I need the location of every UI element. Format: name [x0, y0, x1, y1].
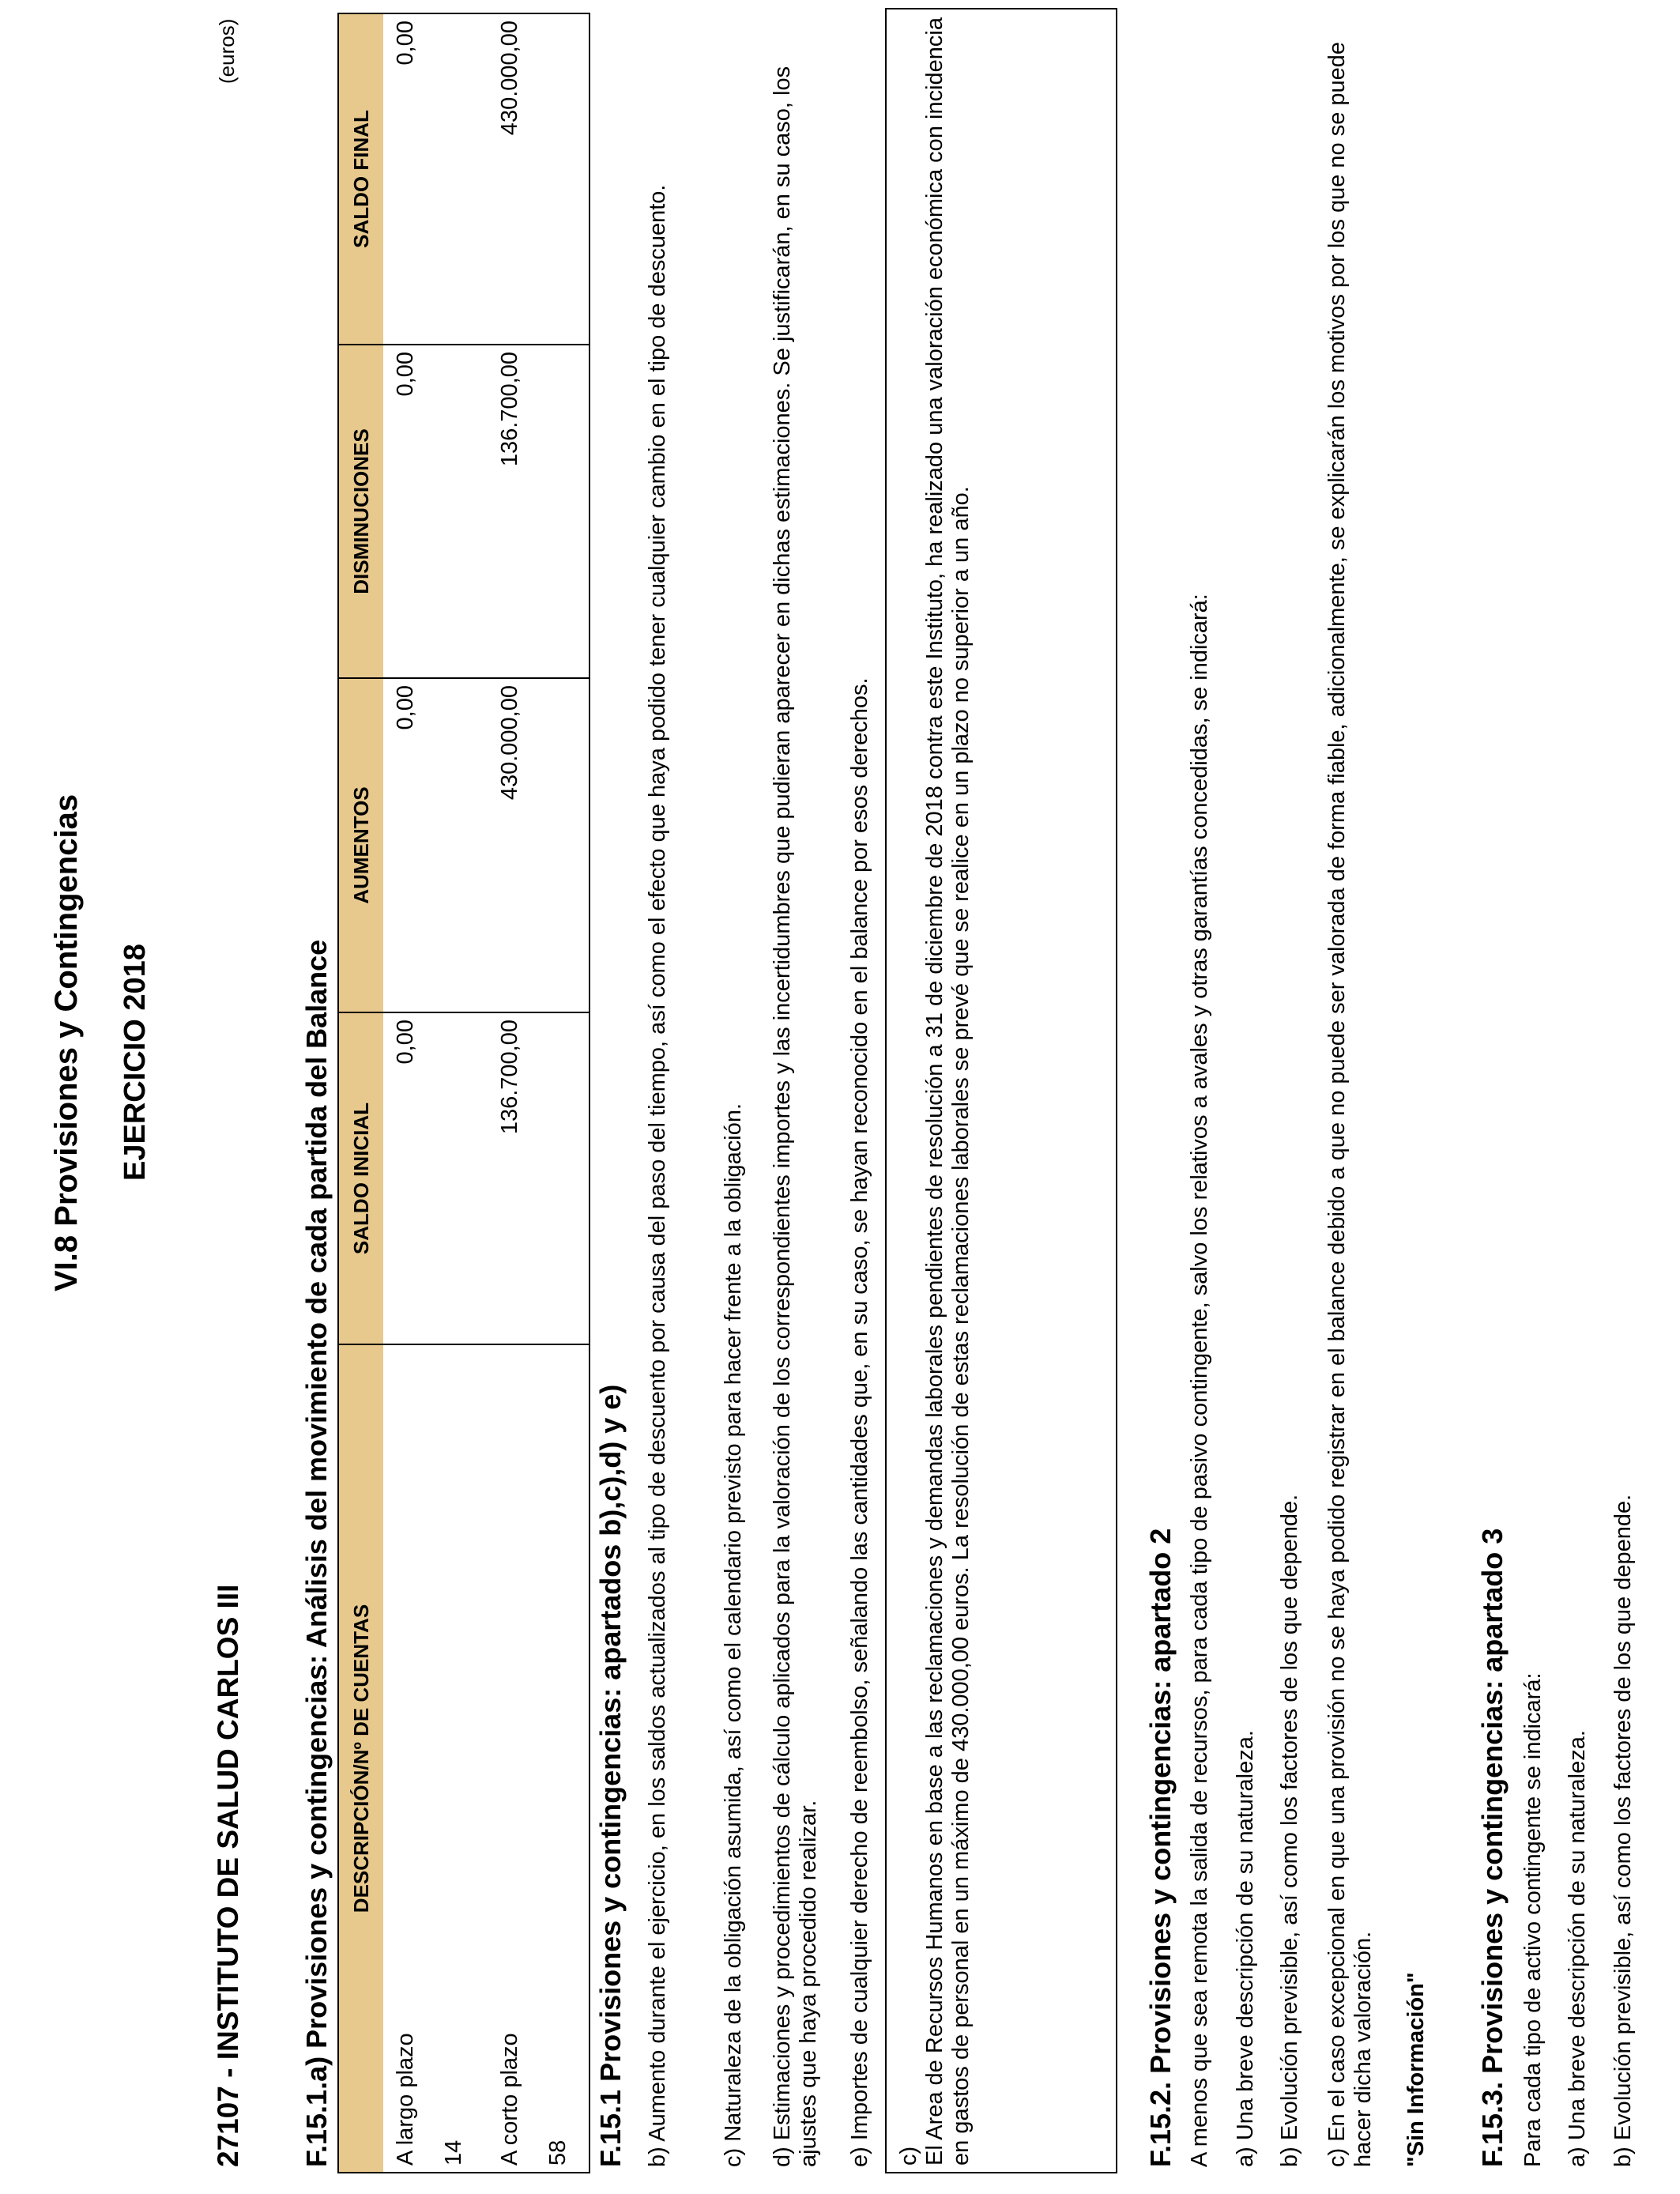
ejercicio-label: EJERCICIO 2018	[119, 944, 152, 1181]
cell-saldo-final: 0,00	[383, 13, 488, 345]
cell-saldo-final: 430.000,00	[488, 13, 590, 345]
cell-saldo-inicial: 0,00	[383, 1012, 488, 1344]
row-description	[488, 1344, 590, 2173]
entity-name: 27107 - INSTITUTO DE SALUD CARLOS III	[212, 1584, 244, 2167]
f153-item-b: b) Evolución previsible, así como los factores de los que depende.	[1610, 1494, 1636, 2167]
movement-table	[337, 13, 590, 2173]
f153-item-a: a) Una breve descripción de su naturaleza.	[1565, 1730, 1590, 2167]
row-account-number: 14	[441, 2139, 466, 2166]
table-row	[488, 13, 590, 2173]
f152-item-c: c) En el caso excepcional en que una provisión no se haya podido registrar en el balance debido a que no puede ser valorada de forma fiable, adicionalmente, se explicarán los motivos por los que no se puede hacer dicha valoración.	[1324, 41, 1376, 2167]
f152-item-b: b) Evolución previsible, así como los factores de los que depende.	[1277, 1494, 1302, 2167]
col-header-saldo-final: SALDO FINAL	[338, 13, 383, 345]
cell-disminuciones: 136.700,00	[488, 345, 590, 678]
section-f151-title: F.15.1 Provisiones y contingencias: apartados b),c),d) y e)	[594, 1384, 627, 2167]
row-desc-text: A largo plazo	[393, 2033, 418, 2166]
row-description	[383, 1344, 488, 2173]
cell-disminuciones: 0,00	[383, 345, 488, 678]
page-title: VI.8 Provisiones y Contingencias	[49, 794, 84, 1291]
f152-intro: A menos que sea remota la salida de recursos, para cada tipo de pasivo contingente, salvo los relativos a avales y otras garantías concedidas, se indicará:	[1187, 594, 1212, 2167]
f151-item-d: d) Estimaciones y procedimientos de cálculo aplicados para la valoración de los correspondientes importes y las incertidumbres que pudieran aparecer en dichas estimaciones. Se justificarán, en su caso, los ajustes que haya procedido realizar.	[770, 66, 821, 2167]
f152-item-a: a) Una breve descripción de su naturaleza.	[1233, 1730, 1258, 2167]
f151-item-e: e) Importes de cualquier derecho de reembolso, señalando las cantidades que, en su caso, se hayan reconocido en el balance por esos derechos.	[847, 677, 872, 2167]
cell-saldo-inicial: 136.700,00	[488, 1012, 590, 1344]
row-desc-text: A corto plazo	[497, 2033, 522, 2166]
f151-item-c: c) Naturaleza de la obligación asumida, así como el calendario previsto para hacer frente a la obligación.	[721, 1103, 746, 2167]
f153-intro: Para cada tipo de activo contingente se indicará:	[1520, 1672, 1546, 2167]
section-f153-title: F.15.3. Provisiones y contingencias: apartado 3	[1476, 1528, 1509, 2167]
row-account-number: 58	[545, 2139, 571, 2166]
col-header-saldo-inicial: SALDO INICIAL	[338, 1012, 383, 1344]
cell-aumentos: 430.000,00	[488, 678, 590, 1012]
col-header-disminuciones: DISMINUCIONES	[338, 345, 383, 678]
col-header-aumentos: AUMENTOS	[338, 678, 383, 1012]
cell-aumentos: 0,00	[383, 678, 488, 1012]
unit-label: (euros)	[215, 18, 239, 84]
response-box-label: c)	[896, 2146, 921, 2166]
f151-item-b: b) Aumento durante el ejercicio, en los saldos actualizados al tipo de descuento por causa del paso del tiempo, así como el efecto que haya podido tener cualquier cambio en el tipo de descuento.	[645, 184, 670, 2167]
section-f1511a-title: F.15.1.a) Provisiones y contingencias: Análisis del movimiento de cada partida del Balance	[300, 939, 333, 2167]
table-header-row	[338, 13, 383, 2173]
f151-response-box	[885, 8, 1117, 2173]
col-header-descripcion: DESCRIPCIÓN/Nº DE CUENTAS	[338, 1344, 383, 2173]
response-box-text: El Area de Recursos Humanos en base a las reclamaciones y demandas laborales pendientes de resolución a 31 de diciembre de 2018 contra este Instituto, ha realizado una valoración económica con incidencia en gastos de personal en un máximo de 430.000,00 euros. La resolución de estas reclamaciones laborales se prevé que se realice en un plazo no superior a un año.	[922, 17, 974, 2166]
section-f152-title: F.15.2. Provisiones y contingencias: apartado 2	[1144, 1528, 1177, 2167]
sin-informacion-label: "Sin Información"	[1403, 1972, 1429, 2167]
table-row	[383, 13, 488, 2173]
